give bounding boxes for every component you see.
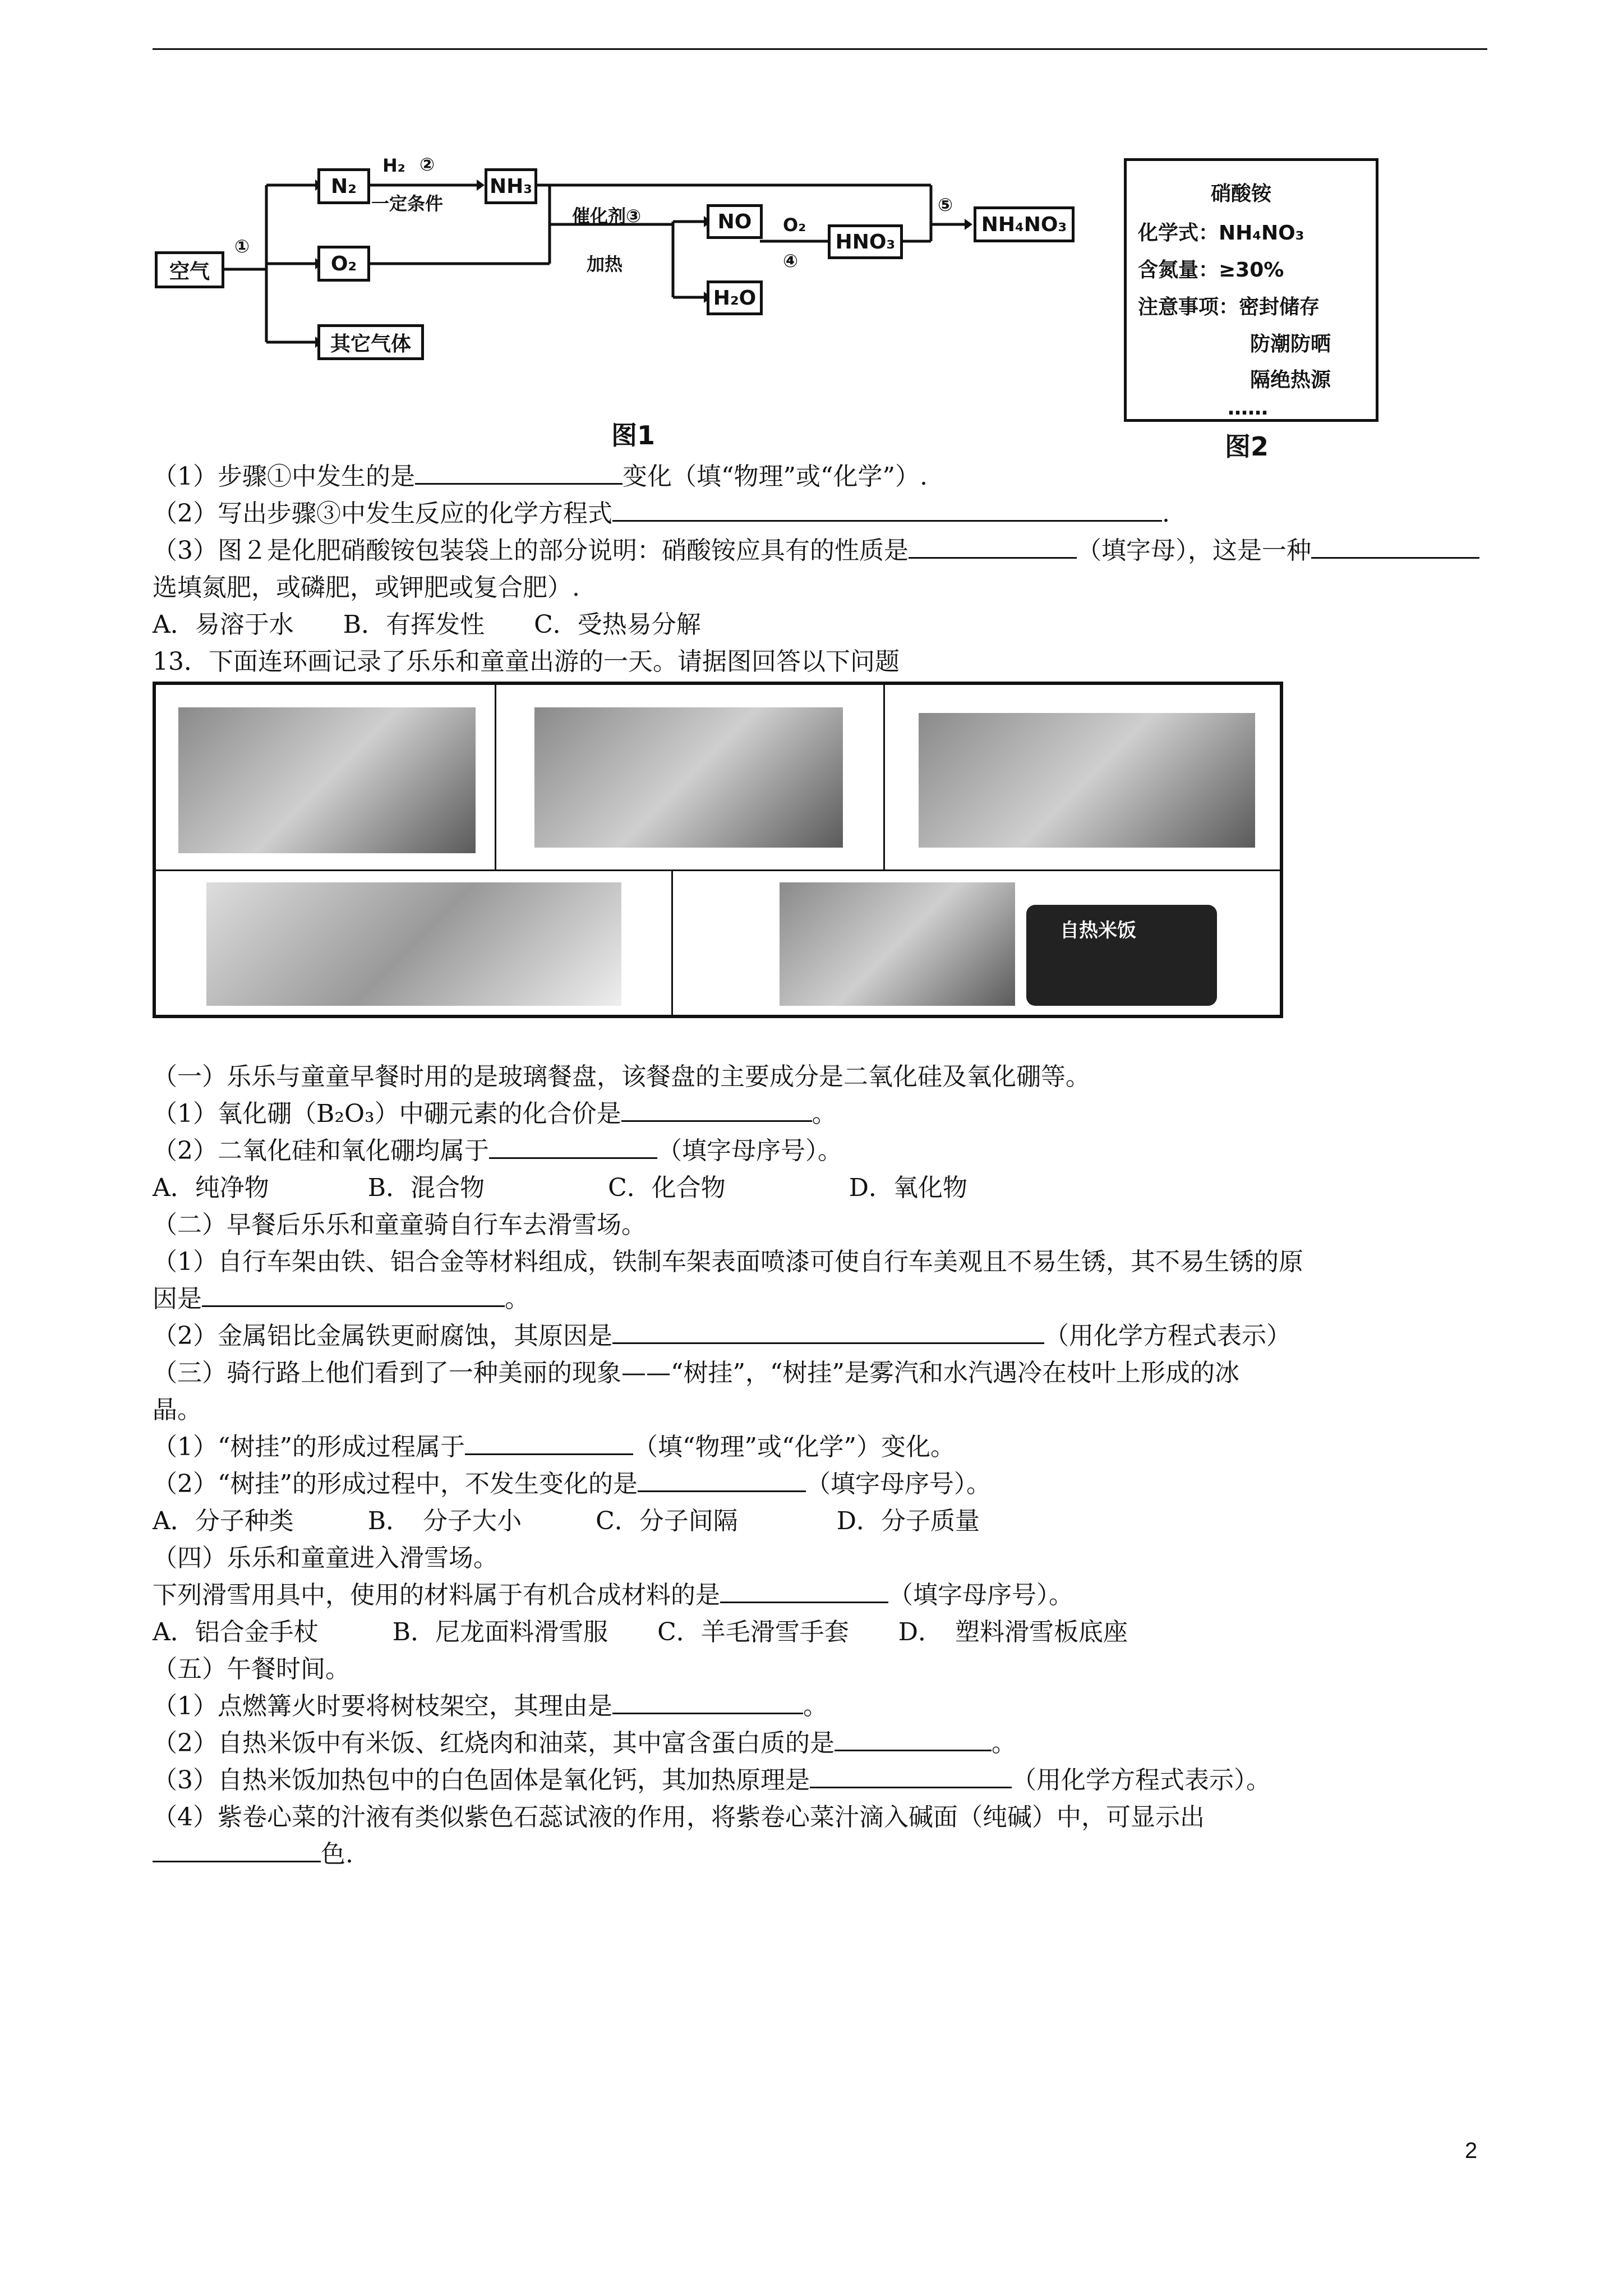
label-note-moisture: 防潮防晒 [1250, 333, 1331, 356]
panel-breakfast [154, 683, 496, 871]
s5q1-line [153, 1690, 828, 1723]
section4-intro: （四）乐乐和童童进入滑雪场。 [153, 1544, 498, 1572]
breakfast-image [178, 707, 476, 853]
q1-tail: 变化（填“物理”或“化学”）. [623, 462, 928, 491]
s1q1-tail: 。 [811, 1099, 837, 1128]
s1q2-tail: （填字母序号）。 [657, 1137, 842, 1165]
cycling-image [534, 707, 843, 848]
s1q2-line [153, 1134, 842, 1168]
s3-options: A．分子种类 B． 分子大小 C．分子间隔 D．分子质量 [153, 1507, 980, 1535]
nh3-box: NH₃ [485, 168, 537, 204]
s5q2-answer-blank[interactable] [834, 1727, 992, 1751]
s5q4-tail: 色. [321, 1840, 353, 1869]
section3-intro: （三）骑行路上他们看到了一种美丽的现象——“树挂”，“树挂”是雾汽和水汽遇冷在枝叶上形成的冰 [153, 1359, 1239, 1387]
rice-package-label: 自热米饭 [1060, 919, 1136, 942]
s5q4-answer-blank[interactable] [153, 1838, 321, 1862]
s4q-text: 下列滑雪用具中，使用的材料属于有机合成材料的是 [153, 1581, 720, 1609]
q3-type-blank[interactable] [1311, 535, 1479, 559]
q1-text: （1）步骤①中发生的是 [153, 462, 415, 491]
s1q1-answer-blank[interactable] [621, 1098, 812, 1122]
s1q2-answer-blank[interactable] [489, 1135, 657, 1159]
s5q3-tail: （用化学方程式表示）。 [1012, 1766, 1271, 1795]
s4q-tail: （填字母序号）。 [888, 1581, 1073, 1609]
s2q2-line [153, 1319, 1291, 1353]
s2q1-cont-text: 因是 [153, 1285, 202, 1313]
panel-skiing [154, 869, 673, 1016]
s3q2-answer-blank[interactable] [638, 1468, 806, 1492]
s3q1-text: （1）“树挂”的形成过程属于 [153, 1433, 465, 1461]
o2-reagent-label: O₂ [783, 214, 806, 236]
catalyst-label: 催化剂③ [572, 205, 642, 227]
step4-marker: ④ [783, 250, 799, 272]
section3-intro-cont: 晶。 [153, 1396, 202, 1424]
figure-1-flowchart [151, 151, 1094, 450]
s4q-answer-blank[interactable] [720, 1579, 888, 1603]
condition-label: 一定条件 [371, 193, 444, 214]
panel-cycling [495, 683, 885, 871]
step2-marker: ② [419, 154, 435, 175]
s5q4-cont [153, 1838, 353, 1871]
n2-box: N₂ [317, 168, 370, 204]
no-box: NO [707, 204, 763, 239]
q3-options: A．易溶于水 B．有挥发性 C．受热易分解 [153, 610, 701, 639]
nh4no3-box: NH₄NO₃ [974, 206, 1075, 242]
s5q3-line [153, 1764, 1271, 1797]
s2q2-tail: （用化学方程式表示） [1044, 1322, 1291, 1350]
s3q1-answer-blank[interactable] [465, 1431, 633, 1455]
s1q1-line [153, 1097, 837, 1131]
s3q2-tail: （填字母序号）。 [805, 1470, 991, 1498]
panel-camp-lunch [671, 869, 1281, 1016]
q2-tail: . [1162, 499, 1170, 528]
q2-line [153, 497, 1170, 531]
page-number: 2 [1465, 2138, 1478, 2163]
s3q2-text: （2）“树挂”的形成过程中，不发生变化的是 [153, 1470, 638, 1498]
h2o-box: H₂O [707, 280, 763, 315]
label-nitrogen-content: 含氮量：≥30% [1138, 259, 1284, 282]
s5q3-answer-blank[interactable] [810, 1764, 1012, 1788]
s1q1-text: （1）氧化硼（B₂O₃）中硼元素的化合价是 [153, 1099, 621, 1128]
q2-answer-blank[interactable] [612, 498, 1162, 522]
figure-2-caption: 图2 [1225, 431, 1269, 462]
section5-intro: （五）午餐时间。 [153, 1655, 350, 1683]
panel-rime-trees [883, 683, 1281, 871]
section2-intro: （二）早餐后乐乐和童童骑自行车去滑雪场。 [153, 1211, 646, 1239]
q2-text: （2）写出步骤③中发生反应的化学方程式 [153, 499, 612, 528]
s5q4-line: （4）紫卷心菜的汁液有类似紫色石蕊试液的作用，将紫卷心菜汁滴入碱面（纯碱）中，可显示出 [153, 1803, 1205, 1832]
s1q2-text: （2）二氧化硅和氧化硼均属于 [153, 1137, 489, 1165]
q3-answer-blank[interactable] [909, 535, 1077, 559]
s4-options: A．铝合金手杖 B．尼龙面料滑雪服 C．羊毛滑雪手套 D． 塑料滑雪板底座 [153, 1618, 1128, 1646]
s5q1-text: （1）点燃篝火时要将树枝架空，其理由是 [153, 1692, 612, 1720]
label-note-heat: 隔绝热源 [1250, 369, 1331, 392]
heat-label: 加热 [587, 254, 623, 275]
s2q1-tail: 。 [505, 1285, 529, 1313]
label-formula: 化学式：NH₄NO₃ [1138, 222, 1304, 245]
step1-marker: ① [234, 236, 250, 257]
hno3-box: HNO₃ [828, 224, 903, 259]
other-gases-box: 其它气体 [317, 324, 424, 360]
q1-line [153, 460, 928, 494]
figure-1-caption: 图1 [611, 420, 656, 450]
q1-answer-blank[interactable] [415, 461, 623, 485]
s5q1-answer-blank[interactable] [612, 1690, 803, 1714]
s5q1-tail: 。 [803, 1692, 828, 1720]
s5q3-text: （3）自热米饭加热包中的白色固体是氧化钙，其加热原理是 [153, 1766, 810, 1795]
q3-line [153, 534, 1479, 568]
q3-cont: 选填氮肥，或磷肥，或钾肥或复合肥）. [153, 573, 580, 602]
s3q1-line [153, 1430, 955, 1464]
section1-intro: （一）乐乐与童童早餐时用的是玻璃餐盘，该餐盘的主要成分是二氧化硅及氧化硼等。 [153, 1062, 1090, 1091]
s3q2-line [153, 1467, 991, 1501]
s1-options: A．纯净物 B．混合物 C．化合物 D．氧化物 [153, 1174, 968, 1202]
air-box: 空气 [155, 251, 224, 288]
label-title: 硝酸铵 [1211, 182, 1272, 205]
s2q2-text: （2）金属铝比金属铁更耐腐蚀，其原因是 [153, 1322, 612, 1350]
s2q1-line: （1）自行车架由铁、铝合金等材料组成，铁制车架表面喷漆可使自行车美观且不易生锈，其不易生锈的原 [153, 1248, 1303, 1276]
s5q2-text: （2）自热米饭中有米饭、红烧肉和油菜，其中富含蛋白质的是 [153, 1729, 834, 1757]
s2q2-answer-blank[interactable] [612, 1320, 1044, 1344]
header-rule [153, 48, 1487, 50]
s4q-line [153, 1579, 1073, 1612]
s5q2-tail: 。 [992, 1729, 1016, 1757]
rime-trees-image [919, 713, 1255, 848]
q3-mid: （填字母），这是一种 [1077, 536, 1311, 565]
skiing-image [206, 882, 621, 1006]
o2-box: O₂ [317, 246, 370, 282]
label-dots: …… [1228, 397, 1268, 420]
self-heating-rice-image [1026, 905, 1217, 1006]
q13-heading: 13．下面连环画记录了乐乐和童童出游的一天。请据图回答以下问题 [153, 647, 900, 676]
h2-label: H₂ [382, 155, 405, 176]
figure-2-label [1124, 158, 1378, 422]
q3-text: （3）图２是化肥硝酸铵包装袋上的部分说明：硝酸铵应具有的性质是 [153, 536, 909, 565]
s5q2-line [153, 1727, 1016, 1760]
label-notes: 注意事项：密封储存 [1138, 296, 1320, 319]
s2q1-answer-blank[interactable] [202, 1283, 505, 1307]
s2q1-cont [153, 1282, 529, 1316]
campfire-image [780, 882, 1015, 1006]
comic-grid [153, 682, 1283, 1018]
s3q1-tail: （填“物理”或“化学”）变化。 [633, 1433, 955, 1461]
step5-marker: ⑤ [938, 194, 953, 215]
